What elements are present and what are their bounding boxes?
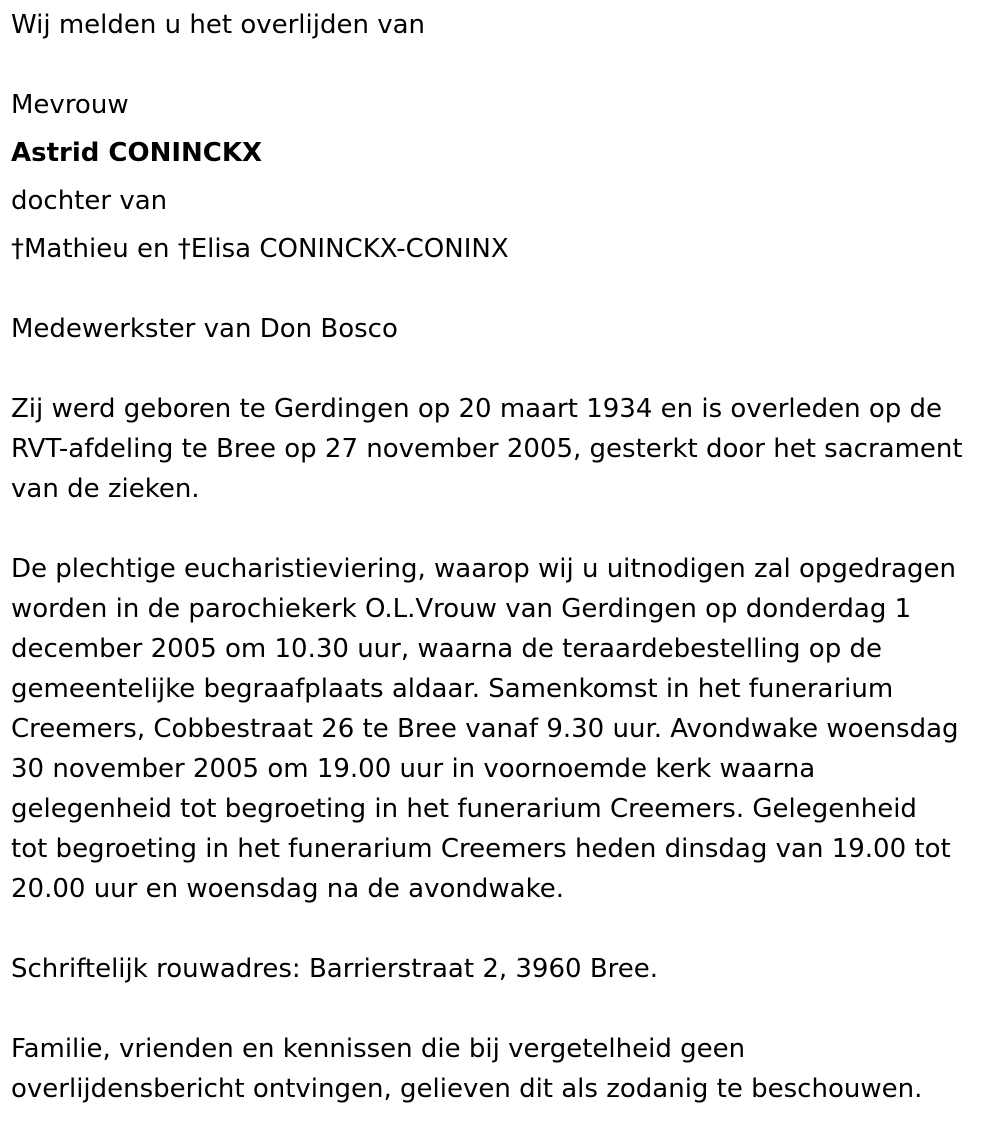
address-line: Schriftelijk rouwadres: Barrierstraat 2, 3960 Bree. (11, 954, 659, 984)
relation-line: dochter van (11, 186, 168, 216)
title-line: Mevrouw (11, 90, 129, 120)
paragraph-line: RVT-afdeling te Bree op 27 november 2005, gesterkt door het sacrament (11, 434, 963, 464)
ceremony-paragraph (11, 549, 991, 909)
paragraph-line: van de zieken. (11, 474, 200, 504)
paragraph-line: gemeentelijke begraafplaats aldaar. Samenkomst in het funerarium (11, 674, 894, 704)
paragraph-line: Familie, vrienden en kennissen die bij vergetelheid geen (11, 1034, 746, 1064)
paragraph-line: overlijdensbericht ontvingen, gelieven dit als zodanig te beschouwen. (11, 1074, 923, 1104)
closing-paragraph (11, 1029, 991, 1109)
paragraph-line: december 2005 om 10.30 uur, waarna de teraardebestelling op de (11, 634, 882, 664)
occupation-line: Medewerkster van Don Bosco (11, 314, 398, 344)
paragraph-line: Creemers, Cobbestraat 26 te Bree vanaf 9.30 uur. Avondwake woensdag (11, 714, 959, 744)
spacer (11, 269, 991, 309)
paragraph-line: gelegenheid tot begroeting in het funerarium Creemers. Gelegenheid (11, 794, 917, 824)
cross-icon: † (11, 234, 24, 264)
cross-icon: † (177, 234, 191, 264)
parents-line (11, 229, 991, 269)
paragraph-line: worden in de parochiekerk O.L.Vrouw van Gerdingen op donderdag 1 (11, 594, 912, 624)
spacer (11, 45, 991, 85)
spacer (11, 909, 991, 949)
birth-death-paragraph (11, 389, 991, 509)
paragraph-line: tot begroeting in het funerarium Creemers heden dinsdag van 19.00 tot (11, 834, 951, 864)
paragraph-line: De plechtige eucharistieviering, waarop wij u uitnodigen zal opgedragen (11, 554, 957, 584)
mother-name: Elisa CONINCKX-CONINX (190, 234, 509, 264)
intro-line: Wij melden u het overlijden van (11, 10, 426, 40)
death-notice (11, 5, 991, 1109)
paragraph-line: 30 november 2005 om 19.00 uur in voornoemde kerk waarna (11, 754, 816, 784)
father-name: Mathieu en (24, 234, 178, 264)
spacer (11, 509, 991, 549)
deceased-name: Astrid CONINCKX (11, 138, 263, 168)
paragraph-line: 20.00 uur en woensdag na de avondwake. (11, 874, 564, 904)
paragraph-line: Zij werd geboren te Gerdingen op 20 maart 1934 en is overleden op de (11, 394, 943, 424)
spacer (11, 349, 991, 389)
spacer (11, 989, 991, 1029)
